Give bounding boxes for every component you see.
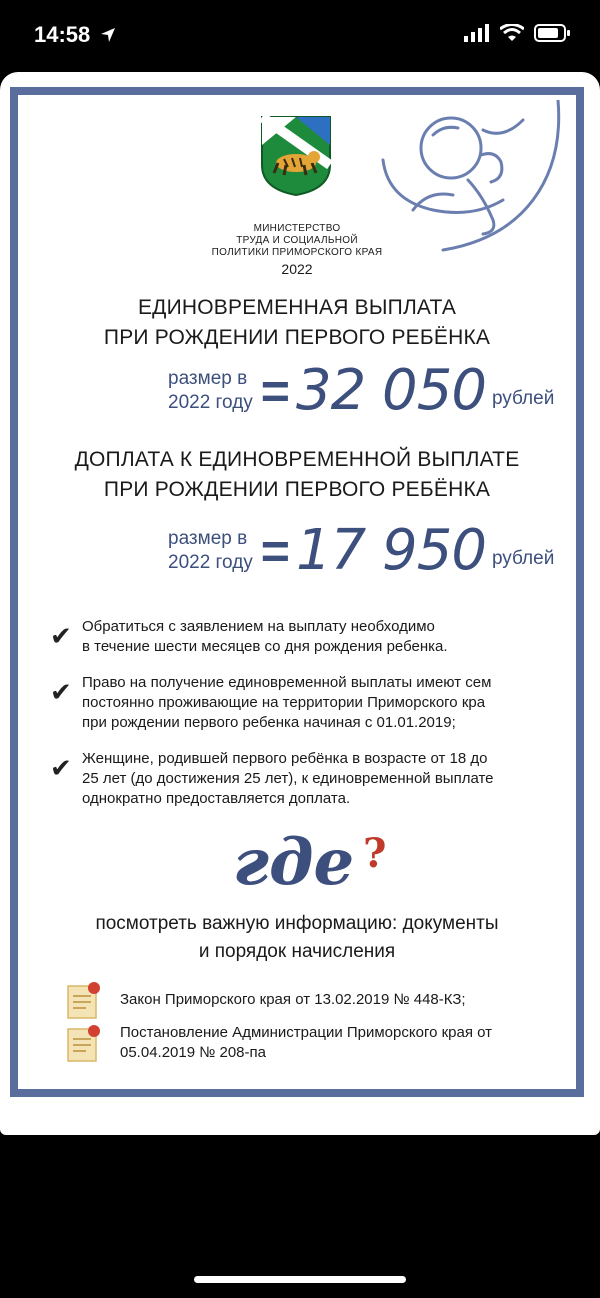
ministry-line: ТРУДА И СОЦИАЛЬНОЙ [236,235,358,246]
equals-sign: = [260,523,290,579]
amount-currency: рублей [491,388,555,409]
checkmark-icon: ✔ [50,753,72,783]
amount-label-line: размер в [168,368,248,389]
location-arrow-icon [100,27,116,43]
bullet-text [82,749,494,809]
amount-label-line: 2022 году [168,392,253,413]
status-icons [464,24,570,42]
status-time: 14:58 [34,22,91,47]
heading-line: ПРИ РОЖДЕНИИ ПЕРВОГО РЕБЁНКА [103,478,491,501]
document-line: 05.04.2019 № 208-па [120,1044,266,1061]
info-line: посмотреть важную информацию: документы [95,913,499,934]
status-bar [0,0,600,70]
amount-label [168,527,253,575]
bullet-item [50,749,570,809]
document-item [66,980,466,1020]
bullet-text [82,617,448,657]
bullet-item [50,617,570,657]
bullet-text [82,673,491,733]
battery-icon [534,24,570,42]
wifi-icon [500,24,524,42]
document-line: Закон Приморского края от 13.02.2019 № 448-КЗ; [120,991,466,1008]
bullet-line: при рождении первого ребенка начиная с 01.01.2019; [82,714,456,731]
amount-label-line: 2022 году [168,552,253,573]
bullet-line: постоянно проживающие на территории Приморского кра [82,694,486,711]
heading-line: ЕДИНОВРЕМЕННАЯ ВЫПЛАТА [137,296,457,319]
checkmark-icon: ✔ [50,677,72,707]
equals-sign: = [260,363,290,419]
coat-of-arms-icon [260,115,332,197]
document-icon [66,1023,102,1063]
document-item [66,1023,492,1063]
info-text [18,910,576,966]
bullet-line: однократно предоставляется доплата. [82,790,351,807]
document-text [120,990,466,1010]
home-indicator[interactable] [194,1276,406,1283]
amount-value: 17 950 [296,518,486,583]
ministry-line: ПОЛИТИКИ ПРИМОРСКОГО КРАЯ [211,247,383,258]
bullet-line: Право на получение единовременной выплаты имеют сем [82,674,492,691]
bullet-line: Женщине, родившей первого ребёнка в возрасте от 18 до [82,750,488,767]
ministry-line: МИНИСТЕРСТВО [253,223,341,234]
amount-additional [168,518,555,583]
signal-icon [464,24,490,42]
heading-line: ПРИ РОЖДЕНИИ ПЕРВОГО РЕБЁНКА [103,326,491,349]
amount-value: 32 050 [296,358,486,423]
document-line: Постановление Администрации Приморского края от [120,1024,493,1041]
bullet-line: Обратиться с заявлением на выплату необходимо [82,618,435,635]
ministry-name [18,223,576,259]
question-mark: ? [363,830,387,877]
amount-lump-sum [168,358,555,423]
heading-lump-sum [18,293,576,353]
info-line: и порядок начисления [198,941,396,962]
document-text [120,1023,492,1063]
heading-additional-payment [18,445,576,505]
year-label: 2022 [281,261,313,277]
where-word: где [233,825,355,900]
bullet-line: в течение шести месяцев со дня рождения ребенка. [82,638,448,655]
document-icon [66,980,102,1020]
image-viewer [0,72,600,1135]
checkmark-icon: ✔ [50,621,72,651]
poster [10,87,584,1097]
amount-label-line: размер в [168,528,248,549]
heading-line: ДОПЛАТА К ЕДИНОВРЕМЕННОЙ ВЫПЛАТЕ [74,448,520,471]
bullet-item [50,673,570,733]
amount-currency: рублей [491,548,555,569]
bullet-line: 25 лет (до достижения 25 лет), к единовременной выплате [82,770,494,787]
amount-label [168,367,253,415]
